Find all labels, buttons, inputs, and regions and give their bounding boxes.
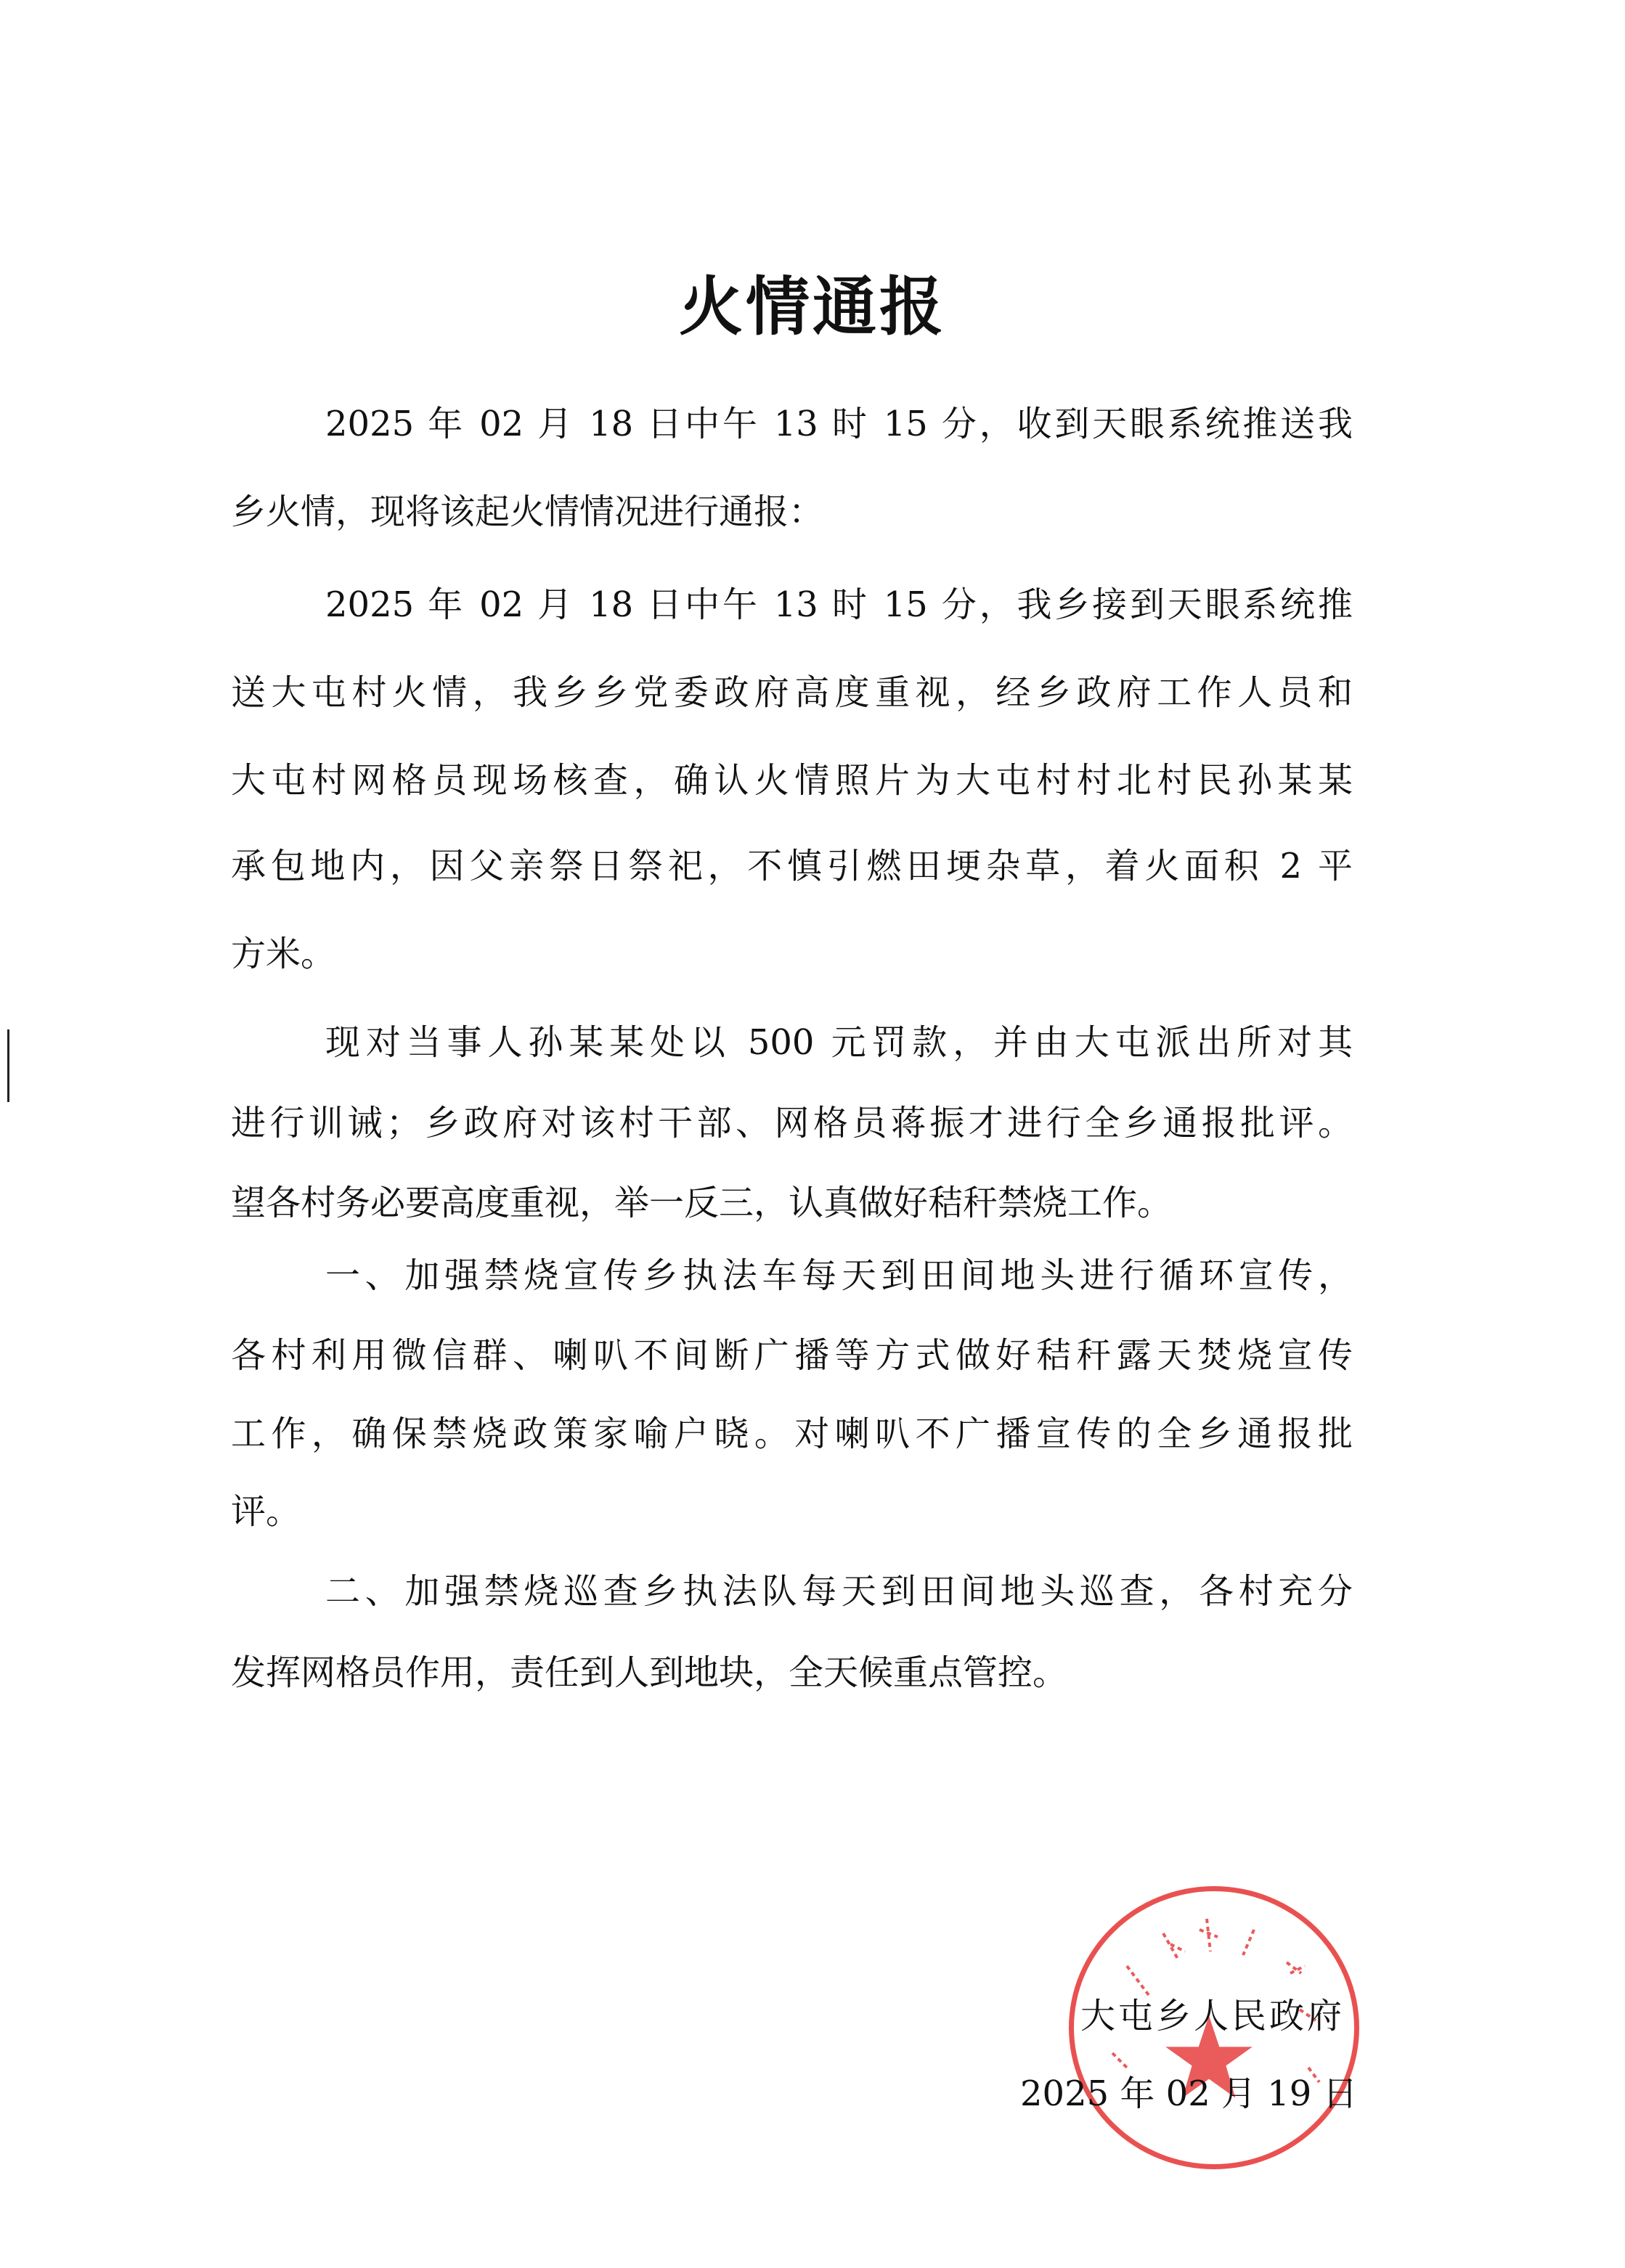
paragraph-penalty-line: 现对当事人孙某某处以 500 元罚款，并由大屯派出所对其: [325, 1022, 1353, 1063]
paragraph-intro-line: 乡火情，现将该起火情情况进行通报：: [231, 491, 824, 532]
document-title: 火情通报: [678, 269, 946, 344]
paragraph-measure-1-line: 各村利用微信群、喇叭不间断广播等方式做好秸秆露天焚烧宣传: [231, 1335, 1353, 1376]
paragraph-details-line: 送大屯村火情，我乡乡党委政府高度重视，经乡政府工作人员和: [231, 672, 1353, 713]
paragraph-intro-line: 2025 年 02 月 18 日中午 13 时 15 分，收到天眼系统推送我: [325, 404, 1353, 444]
paragraph-penalty-line: 望各村务必要高度重视，举一反三，认真做好秸秆禁烧工作。: [231, 1183, 1173, 1223]
paragraph-measure-2-line: 发挥网格员作用，责任到人到地块，全天候重点管控。: [231, 1652, 1068, 1693]
paragraph-details-line: 方米。: [231, 934, 336, 974]
paragraph-measure-1-line: 一、加强禁烧宣传乡执法车每天到田间地头进行循环宣传，: [325, 1255, 1353, 1296]
paragraph-measure-1-line: 工作，确保禁烧政策家喻户晓。对喇叭不广播宣传的全乡通报批: [231, 1414, 1353, 1454]
paragraph-details-line: 2025 年 02 月 18 日中午 13 时 15 分，我乡接到天眼系统推: [325, 584, 1353, 625]
paragraph-measure-2-line: 二、加强禁烧巡查乡执法队每天到田间地头巡查，各村充分: [325, 1571, 1353, 1612]
signature-date: 2025 年 02 月 19 日: [1020, 2073, 1358, 2114]
scan-edge-mark: [7, 1029, 9, 1102]
paragraph-measure-1-line: 评。: [231, 1491, 301, 1532]
paragraph-penalty-line: 进行训诫；乡政府对该村干部、网格员蒋振才进行全乡通报批评。: [231, 1103, 1353, 1143]
paragraph-details-line: 大屯村网格员现场核查，确认火情照片为大屯村村北村民孙某某: [231, 760, 1353, 801]
signature-organization: 大屯乡人民政府: [1080, 1996, 1345, 2036]
paragraph-details-line: 承包地内，因父亲祭日祭祀，不慎引燃田埂杂草，着火面积 2 平: [231, 846, 1353, 886]
